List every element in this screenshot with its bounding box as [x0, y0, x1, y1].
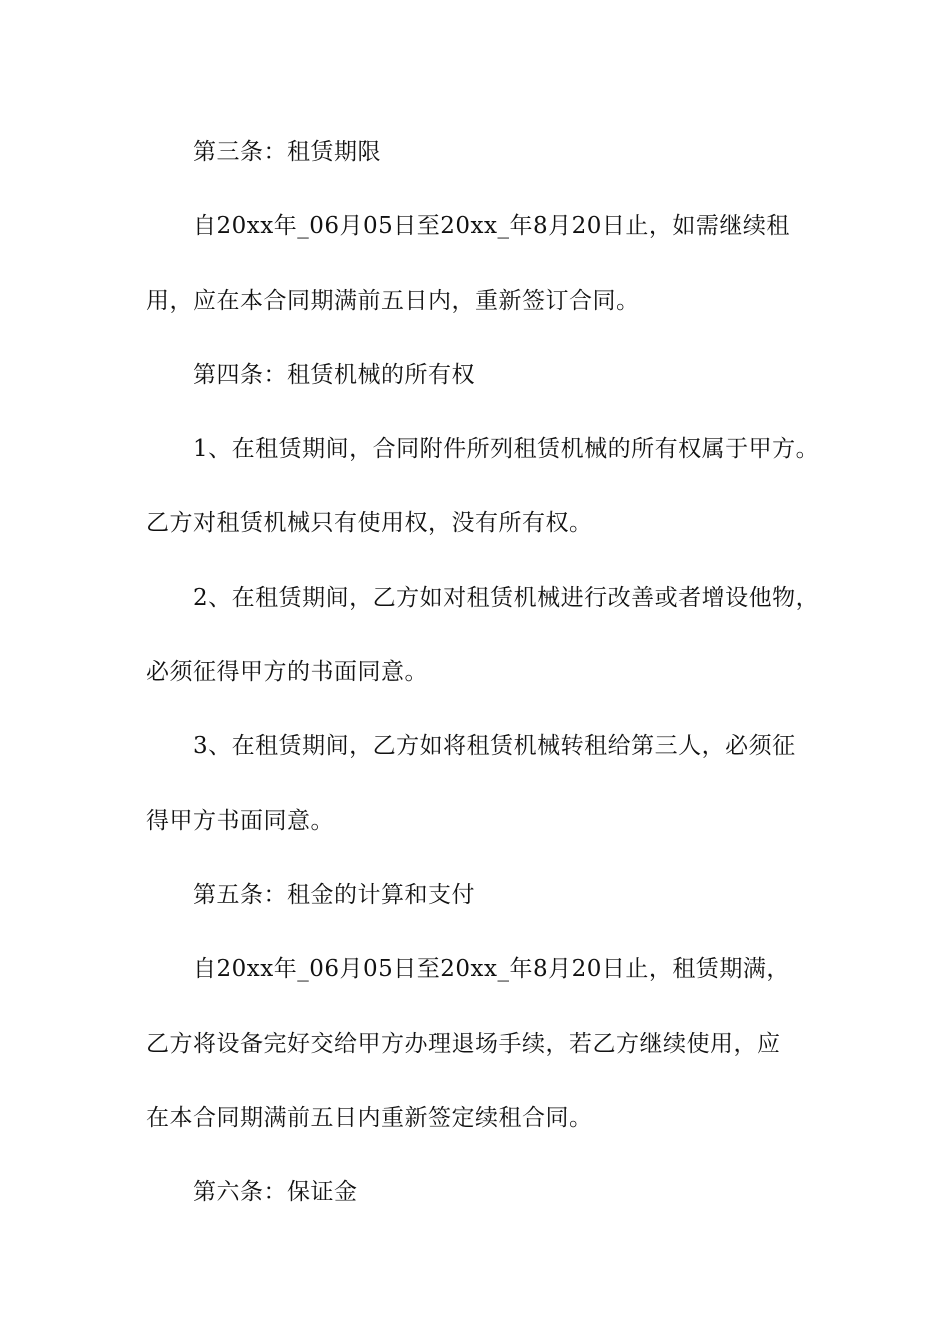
article-5-text-line-1: 自20xx年_06月05日至20xx_年8月20日止，租赁期满， [193, 956, 790, 983]
article-6-heading: 第六条：保证金 [193, 1179, 358, 1206]
article-4-heading: 第四条：租赁机械的所有权 [193, 361, 475, 388]
article-5-text-line-3: 在本合同期满前五日内重新签定续租合同。 [146, 1104, 593, 1131]
article-4-item-1-line-2: 乙方对租赁机械只有使用权，没有所有权。 [146, 510, 593, 537]
article-3-text-line-1: 自20xx年_06月05日至20xx_年8月20日止，如需继续租 [193, 213, 790, 240]
article-5-heading: 第五条：租金的计算和支付 [193, 881, 475, 908]
article-4-item-3-line-2: 得甲方书面同意。 [146, 807, 334, 834]
document-body [146, 134, 826, 1248]
article-3-text-line-2: 用，应在本合同期满前五日内，重新签订合同。 [146, 287, 640, 314]
article-4-item-3-line-1: 3、在租赁期间，乙方如将租赁机械转租给第三人，必须征 [193, 733, 796, 760]
article-3-heading: 第三条：租赁期限 [193, 139, 381, 165]
article-5-text-line-2: 乙方将设备完好交给甲方办理退场手续，若乙方继续使用，应 [146, 1030, 781, 1057]
article-4-item-2-line-2: 必须征得甲方的书面同意。 [146, 659, 428, 686]
article-4-item-2-line-1: 2、在租赁期间，乙方如对租赁机械进行改善或者增设他物， [193, 584, 820, 611]
article-4-item-1-line-1: 1、在租赁期间，合同附件所列租赁机械的所有权属于甲方。 [193, 436, 820, 463]
